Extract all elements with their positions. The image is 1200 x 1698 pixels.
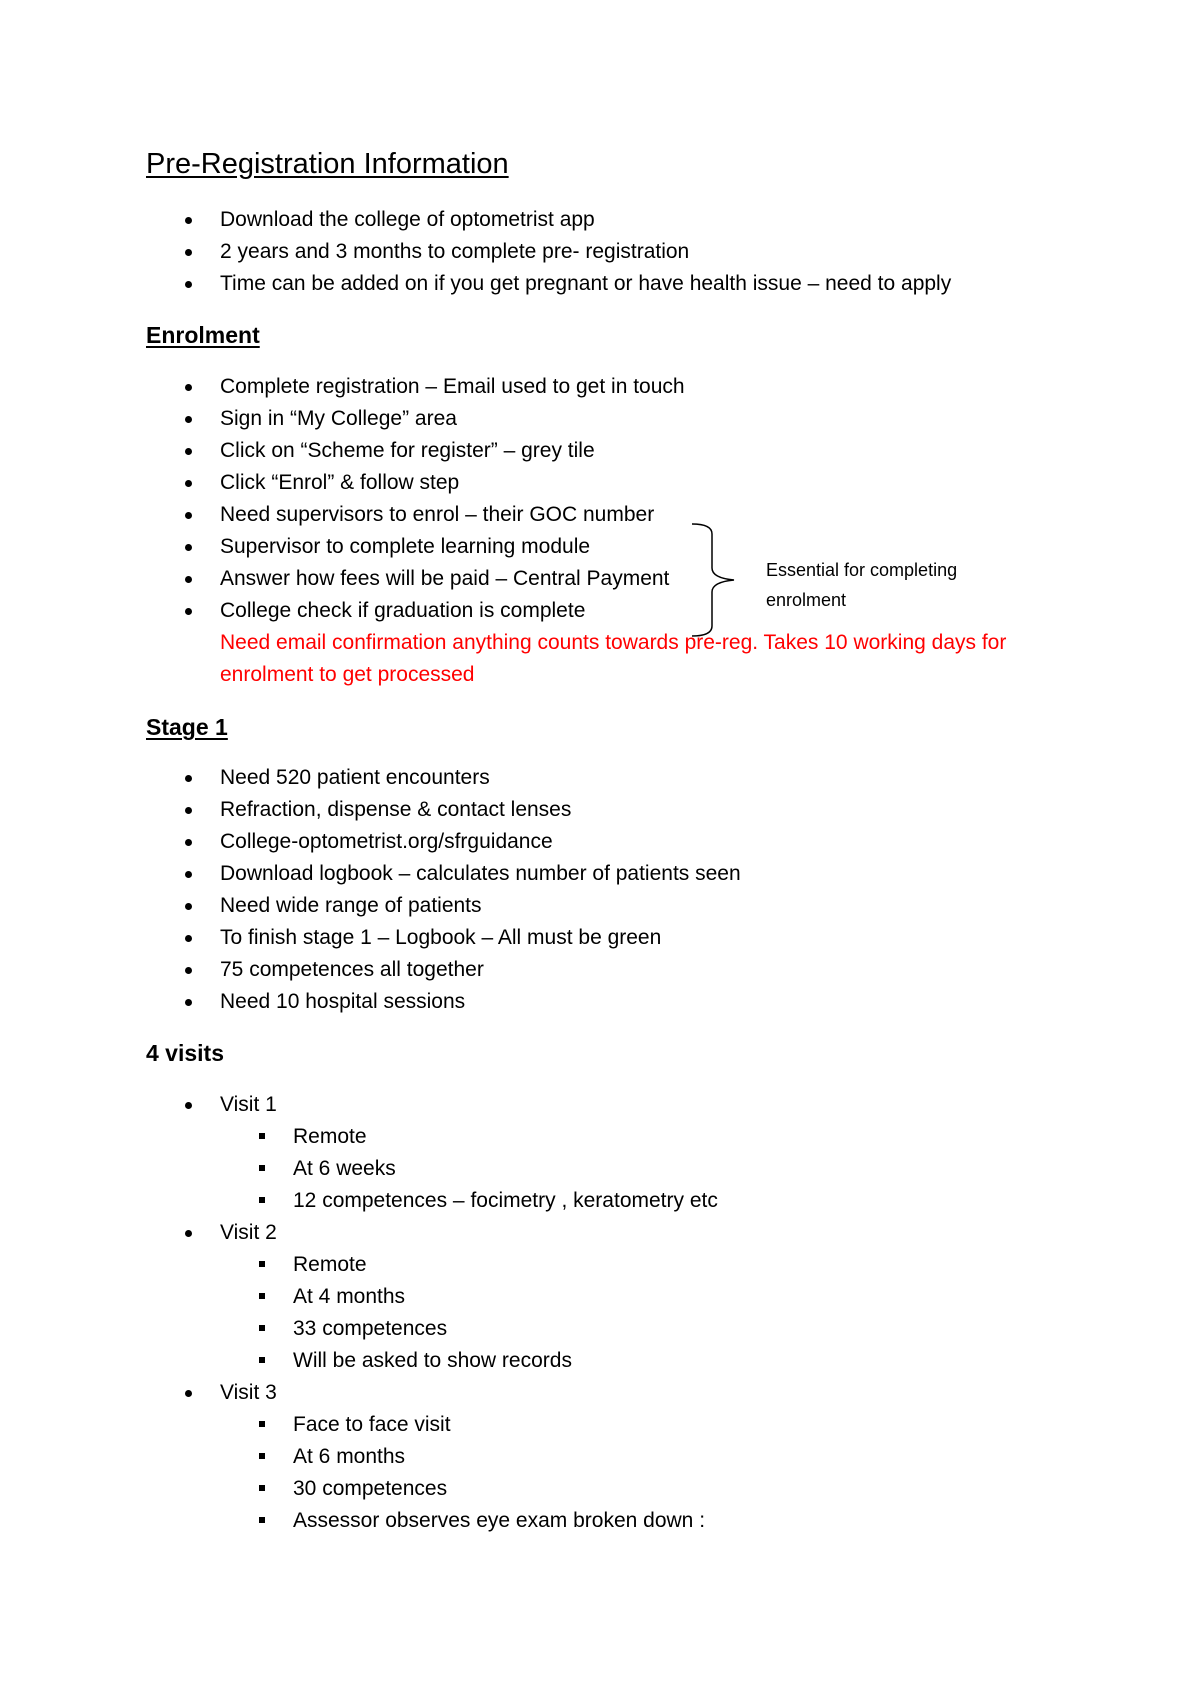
list-item: College check if graduation is complete [0,595,685,627]
list-item: Need 10 hospital sessions [0,986,741,1018]
list-item: Download the college of optometrist app [0,204,951,236]
visits-list [0,1089,718,1537]
visit-detail: 30 competences [0,1473,718,1505]
visit-detail: Will be asked to show records [0,1345,718,1377]
stage1-list [0,762,741,1018]
list-item: 75 competences all together [0,954,741,986]
enrolment-list [0,371,685,627]
list-item: Refraction, dispense & contact lenses [0,794,741,826]
visit-detail: 33 competences [0,1313,718,1345]
list-item: Time can be added on if you get pregnant or have health issue – need to apply [0,268,951,300]
enrolment-heading: Enrolment [146,322,260,348]
page-title: Pre-Registration Information [146,148,509,180]
list-item: Need 520 patient encounters [0,762,741,794]
visit-item: Visit 2 [0,1217,718,1249]
visit-detail: At 6 months [0,1441,718,1473]
list-item: Answer how fees will be paid – Central Payment [0,563,685,595]
stage1-heading: Stage 1 [146,714,228,740]
visit-detail: At 6 weeks [0,1153,718,1185]
list-item: Complete registration – Email used to get in touch [0,371,685,403]
list-item: To finish stage 1 – Logbook – All must be green [0,922,741,954]
curly-brace-icon [690,520,750,640]
list-item: Need supervisors to enrol – their GOC number [0,499,685,531]
list-item: Click “Enrol” & follow step [0,467,685,499]
intro-list [0,204,951,300]
list-item: Sign in “My College” area [0,403,685,435]
visit-detail: Assessor observes eye exam broken down : [0,1505,718,1537]
list-item: 2 years and 3 months to complete pre- registration [0,236,951,268]
list-item: Click on “Scheme for register” – grey tile [0,435,685,467]
list-item: College-optometrist.org/sfrguidance [0,826,741,858]
list-item: Need wide range of patients [0,890,741,922]
visit-detail: Remote [0,1249,718,1281]
visit-detail: At 4 months [0,1281,718,1313]
enrolment-annotation: Essential for completing enrolment [766,560,958,610]
visits-heading: 4 visits [146,1040,224,1066]
visit-item: Visit 3 [0,1377,718,1409]
enrolment-note: Need email confirmation anything counts towards pre-reg. Takes 10 working days for enrolment to get processed [220,631,1007,686]
visit-item: Visit 1 [0,1089,718,1121]
visit-detail: Remote [0,1121,718,1153]
list-item: Download logbook – calculates number of patients seen [0,858,741,890]
visit-detail: Face to face visit [0,1409,718,1441]
visit-detail: 12 competences – focimetry , keratometry etc [0,1185,718,1217]
list-item: Supervisor to complete learning module [0,531,685,563]
